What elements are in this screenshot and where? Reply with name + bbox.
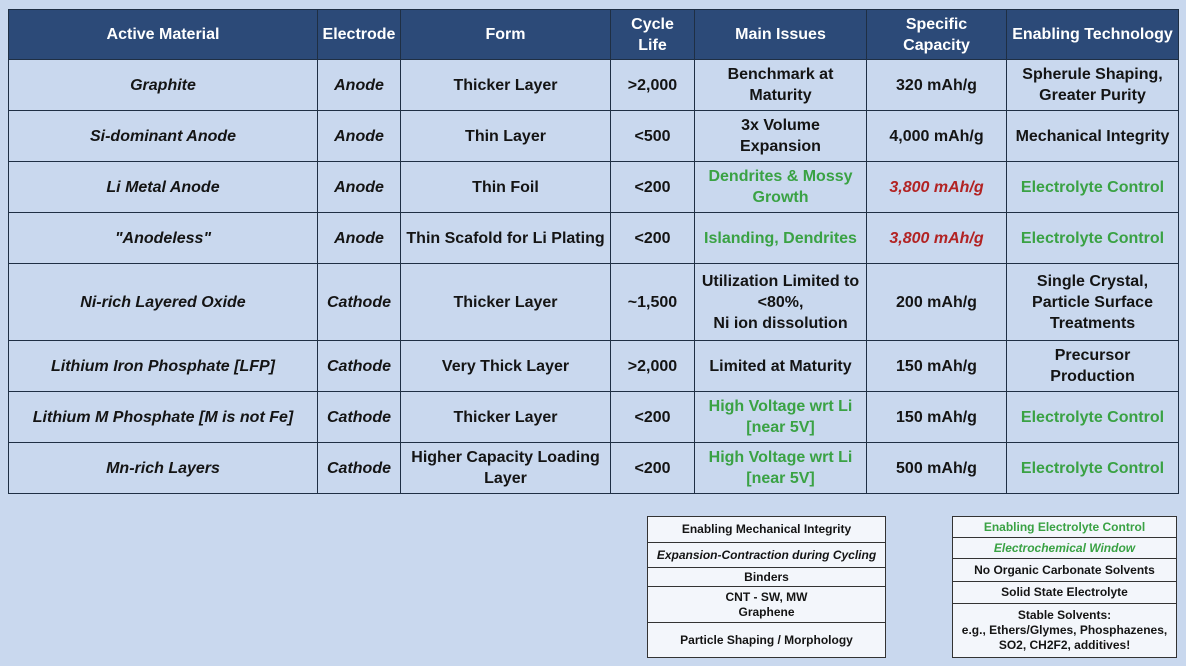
table-row [9, 341, 1179, 392]
electrolyte-box-title: Enabling Electrolyte Control [953, 517, 1177, 538]
cell-technology: Electrolyte Control [1007, 213, 1179, 264]
cell-electrode: Cathode [318, 392, 401, 443]
cell-issues-line2: Ni ion dissolution [713, 314, 848, 332]
cell-material: Lithium M Phosphate [M is not Fe] [9, 392, 318, 443]
mechanical-box-shaping: Particle Shaping / Morphology [648, 623, 886, 658]
cell-form: Thin Foil [401, 162, 611, 213]
cell-cycle-life: >2,000 [611, 60, 695, 111]
cell-issues: Benchmark at Maturity [695, 60, 867, 111]
cell-technology: Electrolyte Control [1007, 443, 1179, 494]
mechanical-box-cnt [648, 587, 886, 623]
electrolyte-box-solvents-line1: Stable Solvents: [1017, 608, 1112, 622]
mechanical-box-subtitle: Expansion-Contraction during Cycling [648, 543, 886, 568]
cell-electrode: Anode [318, 111, 401, 162]
cell-electrode: Anode [318, 60, 401, 111]
header-active-material: Active Material [9, 10, 318, 60]
cell-form: Very Thick Layer [401, 341, 611, 392]
cell-material: Ni-rich Layered Oxide [9, 264, 318, 341]
electrolyte-box-subtitle: Electrochemical Window [953, 538, 1177, 559]
cell-issues: 3x Volume Expansion [695, 111, 867, 162]
cell-technology: Spherule Shaping, Greater Purity [1007, 60, 1179, 111]
cell-form: Thicker Layer [401, 60, 611, 111]
electrolyte-box-solvents-line3: SO2, CH2F2, additives! [998, 638, 1131, 652]
cell-cycle-life: <200 [611, 443, 695, 494]
electrolyte-box-solvents-line2: e.g., Ethers/Glymes, Phosphazenes, [961, 623, 1168, 637]
battery-materials-table [8, 9, 1179, 494]
cell-material: Mn-rich Layers [9, 443, 318, 494]
cell-technology: Single Crystal, Particle Surface Treatments [1007, 264, 1179, 341]
table-row [9, 392, 1179, 443]
cell-electrode: Cathode [318, 264, 401, 341]
cell-cycle-life: <200 [611, 162, 695, 213]
cell-form: Thicker Layer [401, 264, 611, 341]
header-main-issues: Main Issues [695, 10, 867, 60]
cell-technology: Electrolyte Control [1007, 392, 1179, 443]
cell-issues: High Voltage wrt Li [near 5V] [695, 443, 867, 494]
header-specific-capacity: Specific Capacity [867, 10, 1007, 60]
table-row [9, 162, 1179, 213]
cell-issues: Islanding, Dendrites [695, 213, 867, 264]
electrolyte-box-no-carbonate: No Organic Carbonate Solvents [953, 559, 1177, 582]
table-row [9, 264, 1179, 341]
header-cycle-life: Cycle Life [611, 10, 695, 60]
cell-issues: Dendrites & Mossy Growth [695, 162, 867, 213]
cell-electrode: Anode [318, 213, 401, 264]
cell-issues: High Voltage wrt Li [near 5V] [695, 392, 867, 443]
cell-capacity: 150 mAh/g [867, 392, 1007, 443]
mechanical-box-cnt-line1: CNT - SW, MW [725, 589, 808, 604]
cell-material: Graphite [9, 60, 318, 111]
table-row [9, 443, 1179, 494]
cell-form: Thin Scafold for Li Plating [401, 213, 611, 264]
cell-capacity: 500 mAh/g [867, 443, 1007, 494]
mechanical-box-title: Enabling Mechanical Integrity [648, 517, 886, 543]
header-electrode: Electrode [318, 10, 401, 60]
cell-issues [695, 264, 867, 341]
cell-electrode: Cathode [318, 341, 401, 392]
cell-form: Thin Layer [401, 111, 611, 162]
table-row [9, 60, 1179, 111]
cell-material: Si-dominant Anode [9, 111, 318, 162]
cell-electrode: Anode [318, 162, 401, 213]
cell-material: Lithium Iron Phosphate [LFP] [9, 341, 318, 392]
cell-capacity: 3,800 mAh/g [867, 213, 1007, 264]
cell-electrode: Cathode [318, 443, 401, 494]
cell-material: Li Metal Anode [9, 162, 318, 213]
header-row [9, 10, 1179, 60]
cell-form: Higher Capacity Loading Layer [401, 443, 611, 494]
electrolyte-box-stable-solvents [953, 604, 1177, 658]
cell-capacity: 320 mAh/g [867, 60, 1007, 111]
mechanical-box-binders: Binders [648, 568, 886, 587]
cell-capacity: 200 mAh/g [867, 264, 1007, 341]
electrolyte-control-box [952, 516, 1177, 658]
cell-material: "Anodeless" [9, 213, 318, 264]
cell-capacity: 3,800 mAh/g [867, 162, 1007, 213]
mechanical-integrity-box [647, 516, 886, 658]
cell-cycle-life: >2,000 [611, 341, 695, 392]
electrolyte-box-solid-state: Solid State Electrolyte [953, 582, 1177, 604]
table-row [9, 111, 1179, 162]
cell-form: Thicker Layer [401, 392, 611, 443]
cell-capacity: 4,000 mAh/g [867, 111, 1007, 162]
cell-cycle-life: <200 [611, 213, 695, 264]
cell-technology: Precursor Production [1007, 341, 1179, 392]
cell-cycle-life: <200 [611, 392, 695, 443]
table-row [9, 213, 1179, 264]
cell-issues-line1: Utilization Limited to <80%, [701, 272, 860, 311]
header-enabling-technology: Enabling Technology [1007, 10, 1179, 60]
cell-technology: Electrolyte Control [1007, 162, 1179, 213]
cell-capacity: 150 mAh/g [867, 341, 1007, 392]
cell-cycle-life: ~1,500 [611, 264, 695, 341]
cell-issues: Limited at Maturity [695, 341, 867, 392]
cell-technology: Mechanical Integrity [1007, 111, 1179, 162]
mechanical-box-cnt-line2: Graphene [738, 604, 795, 619]
cell-cycle-life: <500 [611, 111, 695, 162]
header-form: Form [401, 10, 611, 60]
